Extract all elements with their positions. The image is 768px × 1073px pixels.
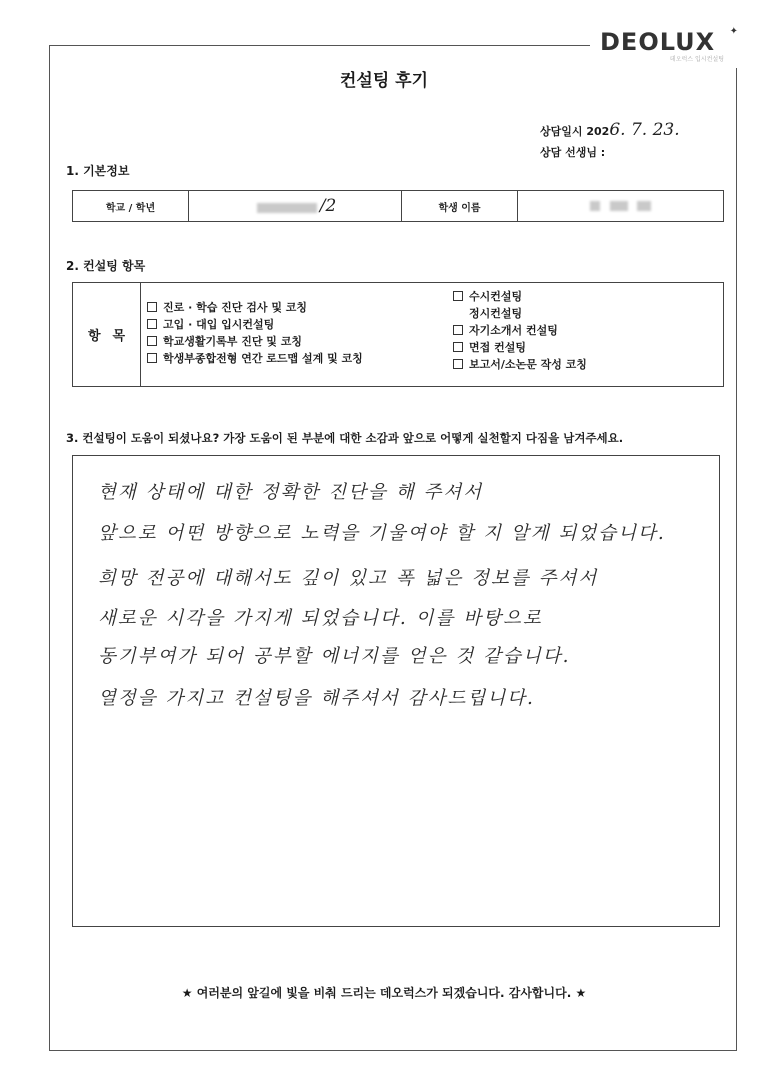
handwritten-line: 열정을 가지고 컨설팅을 해주셔서 감사드립니다. xyxy=(98,688,535,709)
checkbox-item[interactable]: 진로 · 학습 진단 검사 및 코칭 xyxy=(147,299,363,316)
consult-meta xyxy=(540,120,680,163)
checkbox-icon[interactable] xyxy=(147,319,157,329)
date-prefix: 202 xyxy=(586,125,610,138)
date-label: 상담일시 xyxy=(540,125,583,138)
handwritten-line: 새로운 시각을 가지게 되었습니다. 이를 바탕으로 xyxy=(98,608,543,629)
checkbox-item[interactable]: 보고서/소논문 작성 코칭 xyxy=(453,356,587,373)
checkbox-item[interactable]: 학교생활기록부 진단 및 코칭 xyxy=(147,333,363,350)
sparkle-icon: ✦ xyxy=(729,26,738,37)
checkbox-icon[interactable] xyxy=(453,359,463,369)
redacted-name-1 xyxy=(590,201,600,211)
checkbox-icon[interactable] xyxy=(453,325,463,335)
checkbox-icon[interactable] xyxy=(147,353,157,363)
answer-box[interactable] xyxy=(72,455,720,927)
items-left-column xyxy=(147,299,363,367)
handwritten-line: 동기부여가 되어 공부할 에너지를 얻은 것 같습니다. xyxy=(98,646,571,667)
footer-message: ★ 여러분의 앞길에 빛을 비춰 드리는 데오럭스가 되겠습니다. 감사합니다. ★ xyxy=(181,986,587,1000)
checkbox-item[interactable]: 고입 · 대입 입시컨설팅 xyxy=(147,316,363,333)
checkbox-icon[interactable] xyxy=(147,302,157,312)
handwritten-line: 앞으로 어떤 방향으로 노력을 기울여야 할 지 알게 되었습니다. xyxy=(98,523,666,544)
grade-handwritten: /2 xyxy=(319,196,337,216)
school-grade-value xyxy=(189,191,402,222)
question-3: 3. 컨설팅이 도움이 되셨나요? 가장 도움이 된 부분에 대한 소감과 앞으로 어떻게 실천할지 다짐을 남겨주세요. xyxy=(66,431,624,445)
student-name-value xyxy=(518,191,724,222)
handwritten-line: 희망 전공에 대해서도 깊이 있고 폭 넓은 정보를 주셔서 xyxy=(98,568,599,589)
redacted-name-3 xyxy=(637,201,651,211)
date-row xyxy=(540,120,680,142)
items-right-column xyxy=(453,288,587,373)
section1-heading: 1. 기본정보 xyxy=(66,164,130,178)
checkbox-item[interactable]: 학생부종합전형 연간 로드맵 설계 및 코칭 xyxy=(147,350,363,367)
checkbox-icon[interactable] xyxy=(147,336,157,346)
checkbox-item[interactable]: 자기소개서 컨설팅 xyxy=(453,322,587,339)
handwritten-line: 현재 상태에 대한 정확한 진단을 해 주셔서 xyxy=(98,482,484,503)
date-handwritten: 6. 7. 23. xyxy=(609,120,680,140)
consult-items-table xyxy=(72,282,724,387)
redacted-school xyxy=(257,203,317,213)
section2-heading: 2. 컨설팅 항목 xyxy=(66,259,146,273)
logo-text: DEOLUX xyxy=(600,28,716,56)
checkbox-icon[interactable] xyxy=(453,342,463,352)
school-grade-label: 학교 / 학년 xyxy=(73,191,189,222)
redacted-name-2 xyxy=(610,201,628,211)
student-name-label: 학생 이름 xyxy=(402,191,518,222)
checkbox-item[interactable]: 면접 컨설팅 xyxy=(453,339,587,356)
brand-logo xyxy=(590,28,740,68)
basic-info-table xyxy=(72,190,724,222)
teacher-label: 상담 선생님 : xyxy=(540,146,606,159)
items-label: 항목 xyxy=(73,283,141,386)
checkbox-item[interactable]: 수시컨설팅 xyxy=(453,288,587,305)
checkbox-icon[interactable] xyxy=(453,291,463,301)
logo-subtitle: 데오럭스 입시컨설팅 xyxy=(669,56,724,63)
checkbox-item[interactable]: 정시컨설팅 xyxy=(469,307,523,320)
page-title: 컨설팅 후기 xyxy=(339,71,429,91)
